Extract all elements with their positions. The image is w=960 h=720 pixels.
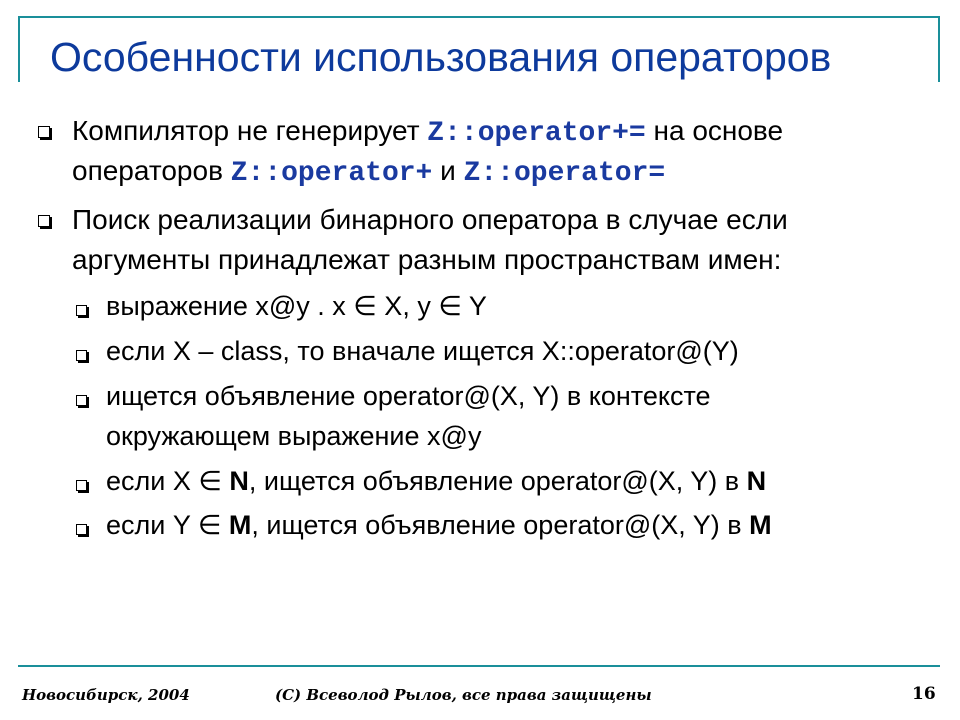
- bullet-1-line-2: [72, 154, 665, 191]
- footer-location: Новосибирск, 2004: [22, 686, 190, 704]
- bullet-1-line-1: [72, 114, 783, 151]
- namespace-n: N: [229, 466, 249, 496]
- sub-bullet-5: [106, 508, 772, 542]
- sub-bullet-3-line-2: окружающем выражение x@y: [106, 421, 482, 451]
- sub-bullet-box-icon: [76, 350, 87, 361]
- sub-bullet-box-icon: [76, 395, 87, 406]
- right-rule: [938, 16, 940, 82]
- sub-bullet-box-icon: [76, 305, 87, 316]
- page-number: 16: [912, 684, 936, 704]
- footer-copyright: (С) Всеволод Рылов, все права защищены: [275, 686, 652, 704]
- slide-title: Особенности использования операторов: [50, 34, 832, 80]
- bullet-box-icon: [38, 126, 50, 138]
- sub-bullet-3-line-1: ищется объявление operator@(X, Y) в контексте: [106, 381, 711, 411]
- code-operator-plus: Z::operator+: [230, 158, 433, 189]
- bullet-box-icon: [38, 215, 50, 227]
- sub-bullet-2: если X – class, то вначале ищется X::operator@(Y): [106, 336, 739, 366]
- top-rule: [18, 16, 940, 18]
- sub-bullet-1: выражение x@y . x ∈ X, y ∈ Y: [106, 291, 487, 321]
- bullet-2-line-1: Поиск реализации бинарного оператора в случае если: [72, 204, 788, 235]
- bullet-2-line-2: аргументы принадлежат разным пространствам имен:: [72, 244, 782, 275]
- bullet-1-text-d: и: [432, 155, 464, 186]
- namespace-m-2: M: [749, 510, 772, 540]
- bottom-rule: [18, 665, 940, 667]
- namespace-m: M: [228, 510, 252, 540]
- left-rule: [18, 16, 20, 82]
- sub-4-text-c: , ищется объявление operator@(X, Y) в: [248, 466, 747, 496]
- bullet-1-text-b: на основе: [645, 115, 784, 146]
- sub-bullet-box-icon: [76, 480, 87, 491]
- bullet-1-text-c: операторов: [72, 155, 231, 186]
- code-operator-plus-eq: Z::operator+=: [427, 118, 646, 149]
- bullet-1-text-a: Компилятор не генерирует: [72, 115, 428, 146]
- sub-bullet-4: [106, 464, 766, 498]
- namespace-n-2: N: [746, 466, 767, 496]
- code-operator-assign: Z::operator=: [463, 158, 666, 189]
- sub-5-text-a: если Y ∈: [106, 510, 229, 540]
- sub-4-text-a: если X ∈: [106, 466, 230, 496]
- sub-5-text-c: , ищется объявление operator@(X, Y) в: [251, 510, 750, 540]
- sub-bullet-box-icon: [76, 524, 87, 535]
